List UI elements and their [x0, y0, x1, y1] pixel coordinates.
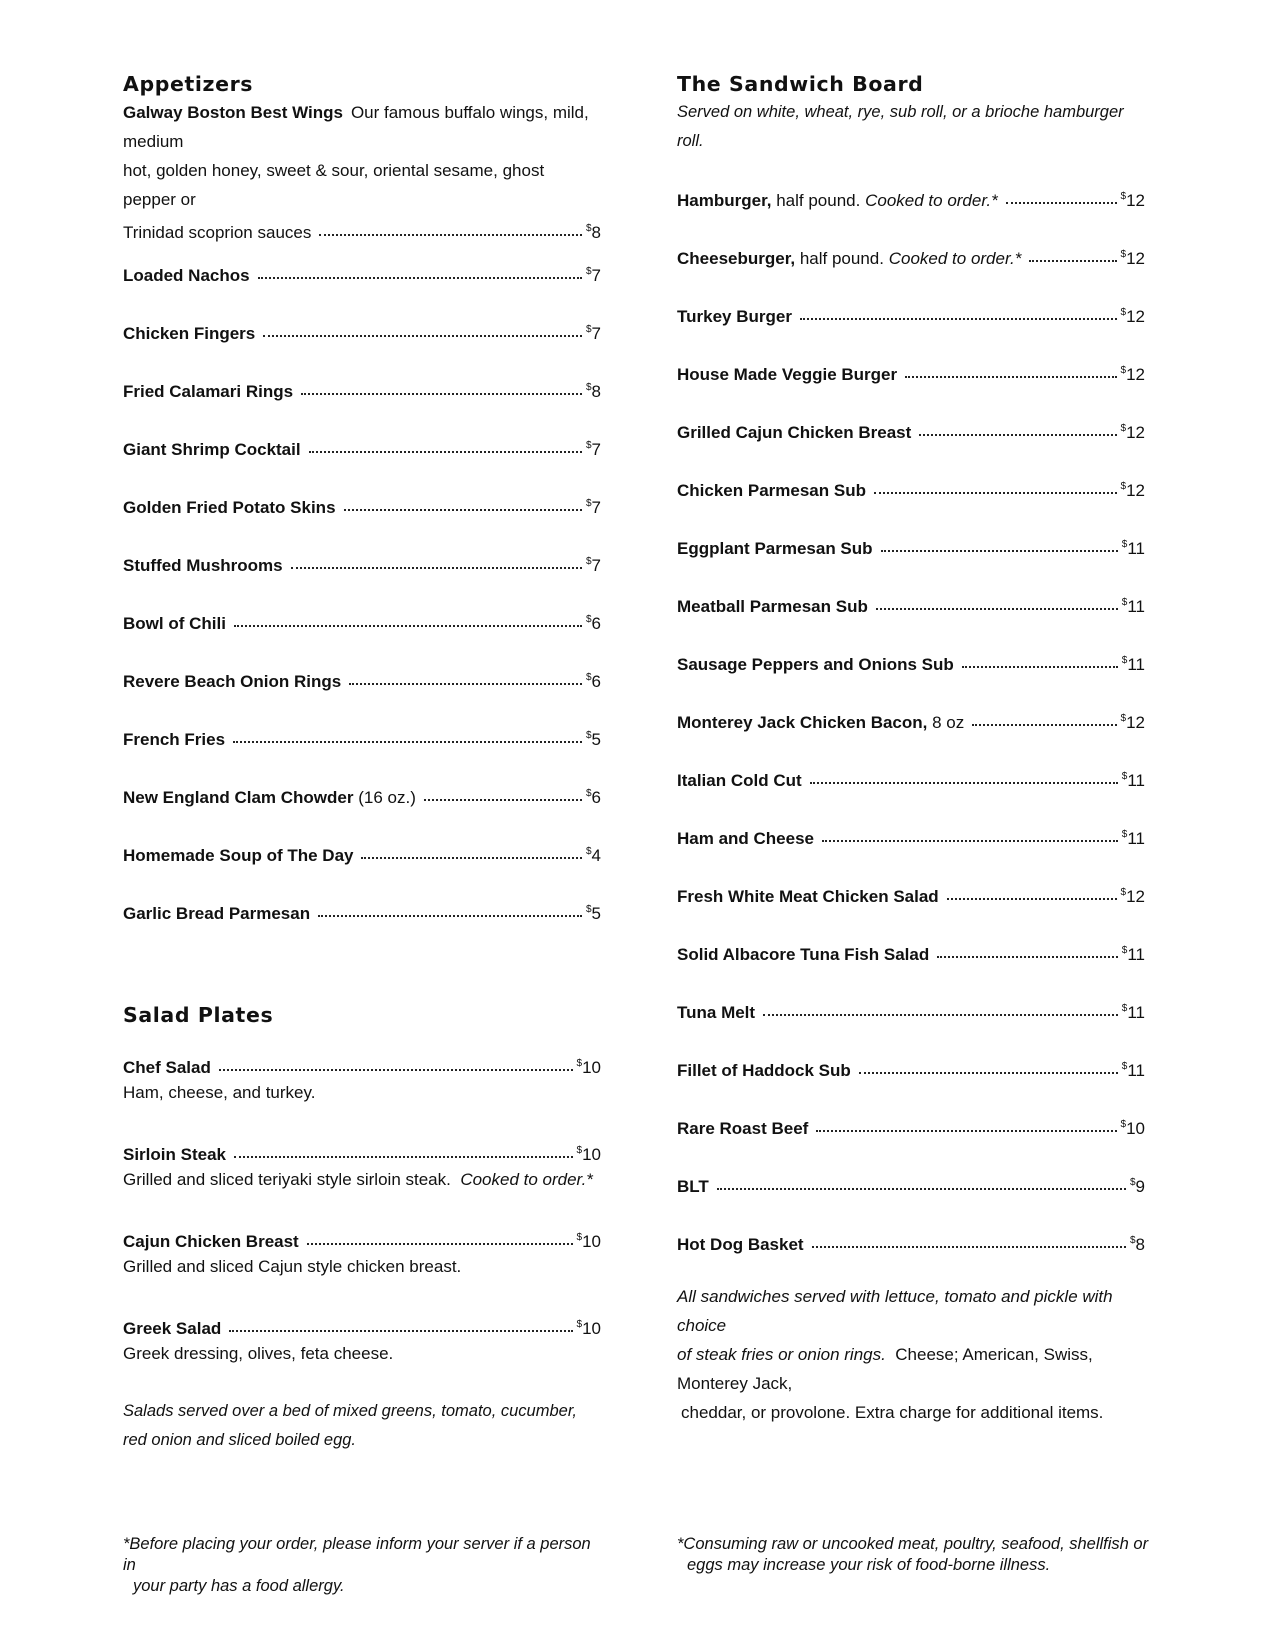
menu-item-row [677, 458, 1145, 516]
menu-item-row [677, 574, 1145, 632]
item-name: French Fries [123, 730, 226, 749]
item-name: Revere Beach Onion Rings [123, 672, 342, 691]
sandwich-subtitle: Served on white, wheat, rye, sub roll, or a brioche hamburger roll. [677, 103, 1124, 150]
item-name: Fried Calamari Rings [123, 382, 294, 401]
price [577, 1049, 601, 1082]
currency: $ [1120, 481, 1127, 492]
item-name: Tuna Melt [677, 1003, 756, 1022]
currency: $ [1120, 423, 1127, 434]
menu-item-row [677, 864, 1145, 922]
currency: $ [1129, 1235, 1136, 1246]
dot-leader [233, 741, 582, 743]
item-name: Garlic Bread Parmesan [123, 904, 311, 923]
wings-line-3 [123, 214, 601, 243]
section-gap [123, 939, 601, 1001]
item-name: Chicken Parmesan Sub [677, 481, 866, 500]
price-value: 12 [1126, 423, 1145, 442]
price [586, 649, 601, 711]
consumption-footnote [677, 1534, 1157, 1576]
menu-item-row [123, 1136, 601, 1165]
price [1122, 1038, 1145, 1100]
price-value: 9 [1135, 1177, 1145, 1196]
dot-leader [972, 724, 1116, 726]
currency: $ [1121, 771, 1128, 782]
salads-note-line-1: Salads served over a bed of mixed greens, tomato, cucumber, [123, 1402, 577, 1420]
currency: $ [585, 266, 592, 277]
item-extra [795, 230, 1021, 288]
price-value: 12 [1126, 887, 1145, 906]
price-value: 6 [591, 672, 601, 691]
sandwich-note [677, 1282, 1145, 1427]
currency: $ [1120, 307, 1127, 318]
price [586, 243, 601, 305]
dot-leader [229, 1330, 572, 1332]
price [1122, 922, 1145, 984]
price-value: 6 [591, 614, 601, 633]
menu-item-row [677, 1154, 1145, 1212]
item-name: Chef Salad [123, 1058, 211, 1077]
currency: $ [576, 1058, 583, 1069]
currency: $ [1121, 1003, 1128, 1014]
currency: $ [1121, 945, 1128, 956]
price [1121, 226, 1145, 288]
dot-leader [307, 1243, 573, 1245]
price-value: 11 [1127, 597, 1145, 616]
price-value: 10 [582, 1058, 601, 1077]
dot-leader [763, 1014, 1118, 1016]
price-value: 11 [1127, 1003, 1145, 1022]
consumption-footnote-line-1: *Consuming raw or uncooked meat, poultry, seafood, shellfish or [677, 1535, 1149, 1553]
price [1121, 342, 1145, 404]
price [586, 591, 601, 653]
price-value: 4 [591, 846, 601, 865]
item-name: BLT [677, 1177, 709, 1196]
item-name: Bowl of Chili [123, 614, 226, 633]
salads-title: Salad Plates [123, 1003, 274, 1027]
price [586, 301, 601, 363]
item-name: Meatball Parmesan Sub [677, 597, 868, 616]
wings-desc-1: Our famous buffalo wings, mild, medium [123, 103, 589, 151]
dot-leader [234, 625, 582, 627]
dot-leader [876, 608, 1118, 610]
price-value: 5 [591, 904, 601, 923]
currency: $ [1120, 713, 1127, 724]
menu-item-row [677, 922, 1145, 980]
dot-leader [219, 1069, 573, 1071]
menu-item-row [123, 649, 601, 707]
appetizer-list [123, 243, 601, 939]
salad-item [123, 1223, 601, 1281]
menu-item-row [677, 226, 1145, 284]
price-value: 11 [1127, 655, 1145, 674]
item-name: Sausage Peppers and Onions Sub [677, 655, 954, 674]
dot-leader [1029, 260, 1116, 262]
currency: $ [585, 846, 592, 857]
item-name: Turkey Burger [677, 307, 792, 326]
dot-leader [717, 1188, 1126, 1190]
menu-item-row [123, 707, 601, 765]
currency: $ [585, 223, 592, 234]
salad-item [123, 1310, 601, 1368]
menu-item-row [123, 301, 601, 359]
currency: $ [1120, 191, 1127, 202]
sandwich-note-line-1: All sandwiches served with lettuce, tomato and pickle with choice [677, 1287, 1113, 1335]
item-name: Rare Roast Beef [677, 1119, 809, 1138]
currency: $ [1120, 1119, 1127, 1130]
item-name: Cajun Chicken Breast [123, 1232, 299, 1251]
price [1122, 632, 1145, 694]
dot-leader [318, 915, 582, 917]
menu-item-row [677, 168, 1145, 226]
salad-description [123, 1078, 601, 1107]
item-extra-italic: Cooked to order.* [888, 249, 1022, 268]
item-name: Loaded Nachos [123, 266, 250, 285]
menu-item-row [677, 516, 1145, 574]
price [1122, 980, 1145, 1042]
dot-leader [344, 509, 582, 511]
price-value: 8 [591, 223, 601, 242]
item-name: Eggplant Parmesan Sub [677, 539, 873, 558]
wings-desc-3: Trinidad scoprion sauces [123, 223, 312, 242]
item-name: Golden Fried Potato Skins [123, 498, 336, 517]
menu-item-row [677, 748, 1145, 806]
salad-item [123, 1136, 601, 1194]
menu-item-row [677, 342, 1145, 400]
currency: $ [1120, 365, 1127, 376]
allergy-footnote [123, 1534, 603, 1597]
section-gap [123, 1029, 601, 1049]
sandwich-note-line-3: cheddar, or provolone. Extra charge for additional items. [681, 1403, 1104, 1422]
currency: $ [1121, 829, 1128, 840]
sandwich-note-line-2-italic: of steak fries or onion rings. [677, 1345, 886, 1364]
salads-note [123, 1397, 601, 1455]
price-value: 12 [1126, 307, 1145, 326]
menu-item-row [123, 243, 601, 301]
currency: $ [1121, 655, 1128, 666]
menu-item-row [677, 1096, 1145, 1154]
price [586, 765, 601, 827]
price-value: 10 [582, 1319, 601, 1338]
dot-leader [947, 898, 1117, 900]
currency: $ [585, 498, 592, 509]
item-name: House Made Veggie Burger [677, 365, 898, 384]
wings-line-2: hot, golden honey, sweet & sour, oriental sesame, ghost pepper or [123, 161, 545, 209]
price [1121, 690, 1145, 752]
price [586, 475, 601, 537]
item-name: Chicken Fingers [123, 324, 256, 343]
item-extra-text: half pound. [776, 191, 861, 210]
price-value: 11 [1127, 539, 1145, 558]
price [586, 823, 601, 885]
salad-item [123, 1049, 601, 1107]
sandwich-note-line-2: Cheese; American, Swiss, Monterey Jack, [677, 1345, 1093, 1393]
item-name: New England Clam Chowder [123, 788, 354, 807]
item-name: Cheeseburger, [677, 249, 796, 268]
dot-leader [962, 666, 1118, 668]
price-value: 8 [591, 382, 601, 401]
price [586, 417, 601, 479]
price-value: 7 [591, 266, 601, 285]
item-extra-text: (16 oz.) [358, 788, 416, 807]
currency: $ [1121, 597, 1128, 608]
price-value: 8 [1135, 1235, 1145, 1254]
dot-leader [263, 335, 582, 337]
menu-item-row [677, 980, 1145, 1038]
wings-item [123, 98, 601, 243]
right-column [677, 70, 1145, 1427]
price [1121, 168, 1145, 230]
menu-item-row [677, 690, 1145, 748]
price [1121, 458, 1145, 520]
item-name: Italian Cold Cut [677, 771, 802, 790]
menu-item-row [123, 823, 601, 881]
price [1121, 400, 1145, 462]
price [1121, 864, 1145, 926]
dot-leader [859, 1072, 1118, 1074]
item-name: Solid Albacore Tuna Fish Salad [677, 945, 930, 964]
price [1130, 1212, 1145, 1274]
currency: $ [1129, 1177, 1136, 1188]
currency: $ [1121, 539, 1128, 550]
price [1121, 284, 1145, 346]
menu-item-row [123, 765, 601, 823]
dot-leader [919, 434, 1116, 436]
currency: $ [585, 382, 592, 393]
item-extra-italic: Cooked to order.* [865, 191, 998, 210]
appetizers-title: Appetizers [123, 72, 254, 96]
dot-leader [349, 683, 582, 685]
dot-leader [800, 318, 1117, 320]
salad-desc-text: Greek dressing, olives, feta cheese. [123, 1344, 394, 1363]
item-name: Hamburger, [677, 191, 772, 210]
dot-leader [905, 376, 1116, 378]
price [586, 359, 601, 421]
dot-leader [234, 1156, 573, 1158]
item-extra [927, 694, 964, 752]
menu-item-row [123, 1049, 601, 1078]
salad-description [123, 1252, 601, 1281]
wings-line-1 [123, 98, 601, 156]
currency: $ [585, 324, 592, 335]
menu-item-row [123, 475, 601, 533]
salad-desc-italic: Cooked to order.* [460, 1170, 593, 1189]
price-value: 10 [582, 1232, 601, 1251]
item-name: Sirloin Steak [123, 1145, 226, 1164]
price [586, 707, 601, 769]
price [1130, 1154, 1145, 1216]
price-value: 12 [1126, 191, 1145, 210]
currency: $ [1120, 249, 1127, 260]
consumption-footnote-line-2: eggs may increase your risk of food-borne illness. [687, 1556, 1051, 1574]
menu-item-row [123, 1223, 601, 1252]
menu-item-row [677, 1038, 1145, 1096]
price [1122, 748, 1145, 810]
price [577, 1223, 601, 1256]
menu-item-row [123, 417, 601, 475]
item-name: Ham and Cheese [677, 829, 814, 848]
dot-leader [291, 567, 582, 569]
price [586, 533, 601, 595]
price-value: 7 [591, 556, 601, 575]
currency: $ [585, 904, 592, 915]
price-value: 10 [582, 1145, 601, 1164]
currency: $ [585, 730, 592, 741]
dot-leader [874, 492, 1117, 494]
currency: $ [576, 1232, 583, 1243]
price-value: 12 [1126, 249, 1145, 268]
salad-list [123, 1049, 601, 1368]
currency: $ [585, 556, 592, 567]
menu-item-row [677, 400, 1145, 458]
item-name: Fresh White Meat Chicken Salad [677, 887, 939, 906]
dot-leader [424, 799, 582, 801]
dot-leader [822, 840, 1118, 842]
salad-desc-text: Ham, cheese, and turkey. [123, 1083, 316, 1102]
price-value: 5 [591, 730, 601, 749]
currency: $ [1121, 1061, 1128, 1072]
sandwich-board-title: The Sandwich Board [677, 72, 924, 96]
price-value: 7 [591, 440, 601, 459]
price [586, 881, 601, 943]
price-value: 11 [1127, 829, 1145, 848]
item-name: Giant Shrimp Cocktail [123, 440, 301, 459]
menu-item-row [677, 806, 1145, 864]
price-value: 11 [1127, 945, 1145, 964]
item-name: Hot Dog Basket [677, 1235, 804, 1254]
dot-leader [816, 1130, 1116, 1132]
currency: $ [585, 440, 592, 451]
price [1122, 806, 1145, 868]
item-extra-text: half pound. [799, 249, 884, 268]
currency: $ [576, 1145, 583, 1156]
dot-leader [361, 857, 581, 859]
dot-leader [881, 550, 1118, 552]
currency: $ [576, 1319, 583, 1330]
item-extra-text: 8 oz [932, 713, 965, 732]
price-value: 12 [1126, 365, 1145, 384]
left-column [123, 70, 601, 1455]
item-name: Grilled Cajun Chicken Breast [677, 423, 912, 442]
salads-note-line-2: red onion and sliced boiled egg. [123, 1431, 357, 1449]
menu-item-row [123, 359, 601, 417]
price-value: 7 [591, 498, 601, 517]
item-extra [771, 172, 997, 230]
menu-item-row [677, 1212, 1145, 1270]
menu-item-row [677, 284, 1145, 342]
allergy-footnote-line-2: your party has a food allergy. [133, 1577, 345, 1595]
price [1121, 1096, 1145, 1158]
item-name: Fillet of Haddock Sub [677, 1061, 851, 1080]
price-value: 11 [1127, 771, 1145, 790]
dot-leader [810, 782, 1118, 784]
menu-item-row [123, 591, 601, 649]
price [1122, 574, 1145, 636]
salad-desc-text: Grilled and sliced Cajun style chicken breast. [123, 1257, 462, 1276]
dot-leader [319, 234, 582, 236]
price-value: 11 [1127, 1061, 1145, 1080]
item-name: Stuffed Mushrooms [123, 556, 283, 575]
price-value: 7 [591, 324, 601, 343]
dot-leader [937, 956, 1118, 958]
salad-description [123, 1339, 601, 1368]
price [1122, 516, 1145, 578]
item-name: Greek Salad [123, 1319, 222, 1338]
item-name: Monterey Jack Chicken Bacon, [677, 713, 928, 732]
price-value: 6 [591, 788, 601, 807]
currency: $ [1120, 887, 1127, 898]
menu-item-row [677, 632, 1145, 690]
price-value: 10 [1126, 1119, 1145, 1138]
currency: $ [585, 788, 592, 799]
menu-item-row [123, 1310, 601, 1339]
price [577, 1310, 601, 1343]
dot-leader [309, 451, 582, 453]
dot-leader [1006, 202, 1117, 204]
item-extra [353, 769, 415, 827]
allergy-footnote-line-1: *Before placing your order, please inform your server if a person in [123, 1535, 591, 1574]
section-gap [677, 156, 1145, 168]
menu-item-row [123, 881, 601, 939]
menu-item-row [123, 533, 601, 591]
dot-leader [258, 277, 582, 279]
dot-leader [301, 393, 582, 395]
dot-leader [812, 1246, 1126, 1248]
price-value: 12 [1126, 481, 1145, 500]
wings-name: Galway Boston Best Wings [123, 103, 343, 122]
currency: $ [585, 614, 592, 625]
item-name: Homemade Soup of The Day [123, 846, 354, 865]
price-value: 12 [1126, 713, 1145, 732]
salad-desc-text: Grilled and sliced teriyaki style sirloin steak. [123, 1170, 451, 1189]
salad-description [123, 1165, 601, 1194]
currency: $ [585, 672, 592, 683]
sandwich-list [677, 168, 1145, 1270]
